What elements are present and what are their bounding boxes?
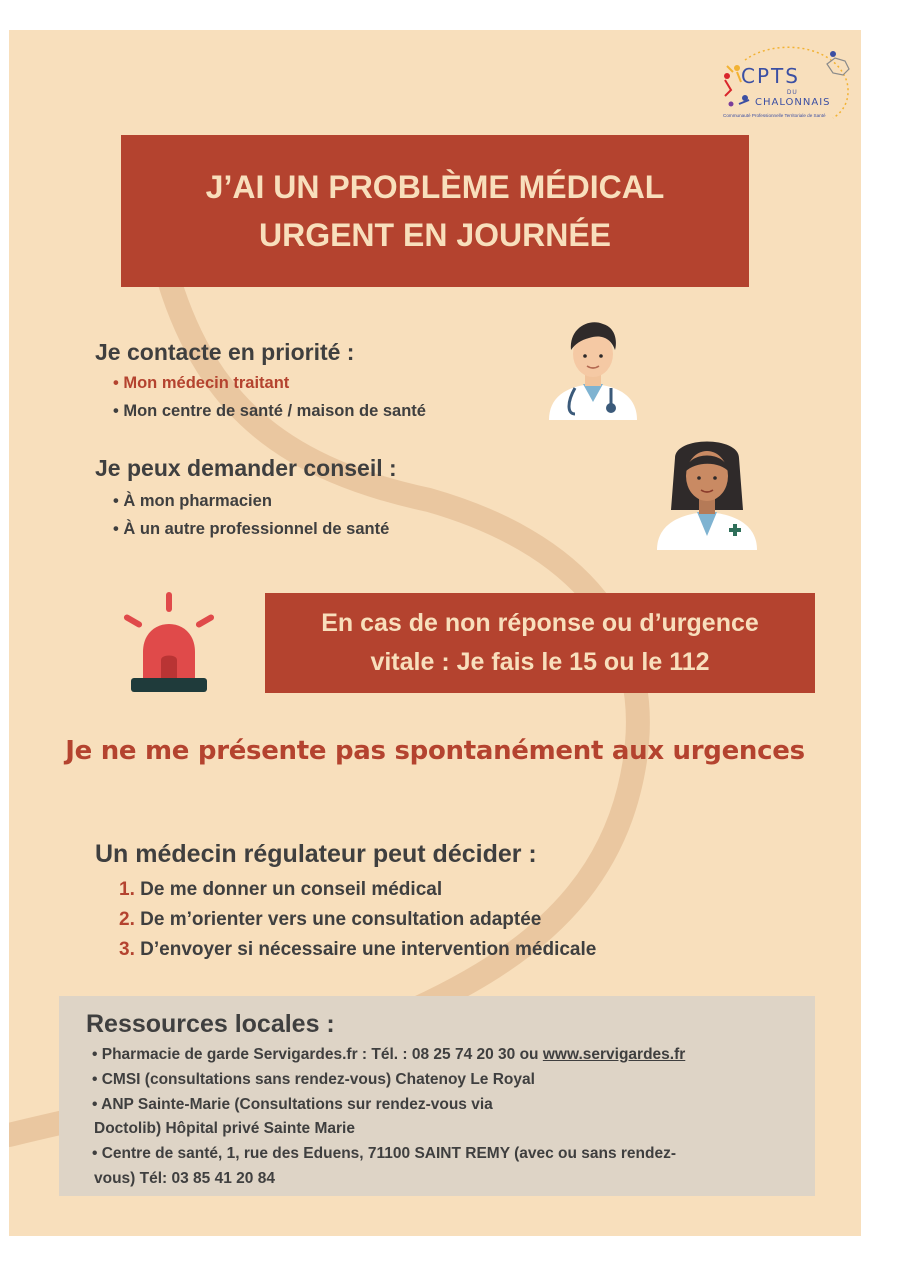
resource-anp: • ANP Sainte-Marie (Consultations sur rendez-vous via [92, 1096, 493, 1113]
doctor-male-icon [545, 318, 641, 420]
cpts-logo [715, 42, 855, 134]
logo-subtitle: Communauté Professionnelle Territoriale de Santé [723, 113, 826, 118]
regulator-item-3 [119, 939, 596, 961]
logo-cpts-text: CPTS [741, 64, 800, 88]
title-banner [121, 135, 749, 287]
regulator-item-2-num: 2. [119, 909, 135, 930]
warning-text: Je ne me présente pas spontanément aux urgences [65, 736, 805, 766]
regulator-item-2-text: De m’orienter vers une consultation adaptée [140, 909, 542, 930]
regulator-item-1 [119, 879, 442, 901]
urgent-line-2: vitale : Je fais le 15 ou le 112 [370, 648, 710, 676]
contact-item-2: • Mon centre de santé / maison de santé [113, 402, 426, 420]
contact-heading: Je contacte en priorité : [95, 339, 355, 365]
title-line-1: J’AI UN PROBLÈME MÉDICAL [205, 169, 665, 205]
resource-centre: • Centre de santé, 1, rue des Eduens, 71100 SAINT REMY (avec ou sans rendez- [92, 1145, 677, 1162]
regulator-item-3-text: D’envoyer si nécessaire une intervention médicale [140, 939, 597, 960]
advice-heading: Je peux demander conseil : [95, 455, 397, 481]
doctor-female-icon [653, 432, 761, 550]
advice-item-2: • À un autre professionnel de santé [113, 520, 390, 538]
resources-heading: Ressources locales : [86, 1010, 335, 1038]
contact-item-1: • Mon médecin traitant [113, 374, 290, 392]
poster [9, 30, 861, 1236]
regulator-item-1-text: De me donner un conseil médical [140, 879, 443, 900]
servigardes-link[interactable]: www.servigardes.fr [542, 1046, 686, 1063]
resource-centre-cont: vous) Tél: 03 85 41 20 84 [94, 1170, 275, 1187]
siren-icon [119, 590, 219, 696]
logo-du-text: DU [787, 90, 798, 96]
logo-chalonnais-text: CHALONNAIS [755, 97, 831, 108]
regulator-item-3-num: 3. [119, 939, 135, 960]
title-line-2: URGENT EN JOURNÉE [258, 217, 612, 253]
advice-item-1: • À mon pharmacien [113, 492, 272, 510]
urgent-line-1: En cas de non réponse ou d’urgence [321, 609, 759, 637]
regulator-item-2 [119, 909, 541, 931]
resource-cmsi: • CMSI (consultations sans rendez-vous) Chatenoy Le Royal [92, 1071, 535, 1088]
resources-box [59, 996, 815, 1196]
urgent-box [265, 593, 815, 693]
resource-pharmacy [92, 1046, 685, 1064]
resource-pharmacy-text: • Pharmacie de garde Servigardes.fr : Tél. : 08 25 74 20 30 ou [92, 1046, 543, 1063]
resource-anp-cont: Doctolib) Hôpital privé Sainte Marie [94, 1120, 355, 1137]
regulator-item-1-num: 1. [119, 879, 135, 900]
regulator-heading: Un médecin régulateur peut décider : [95, 840, 537, 868]
